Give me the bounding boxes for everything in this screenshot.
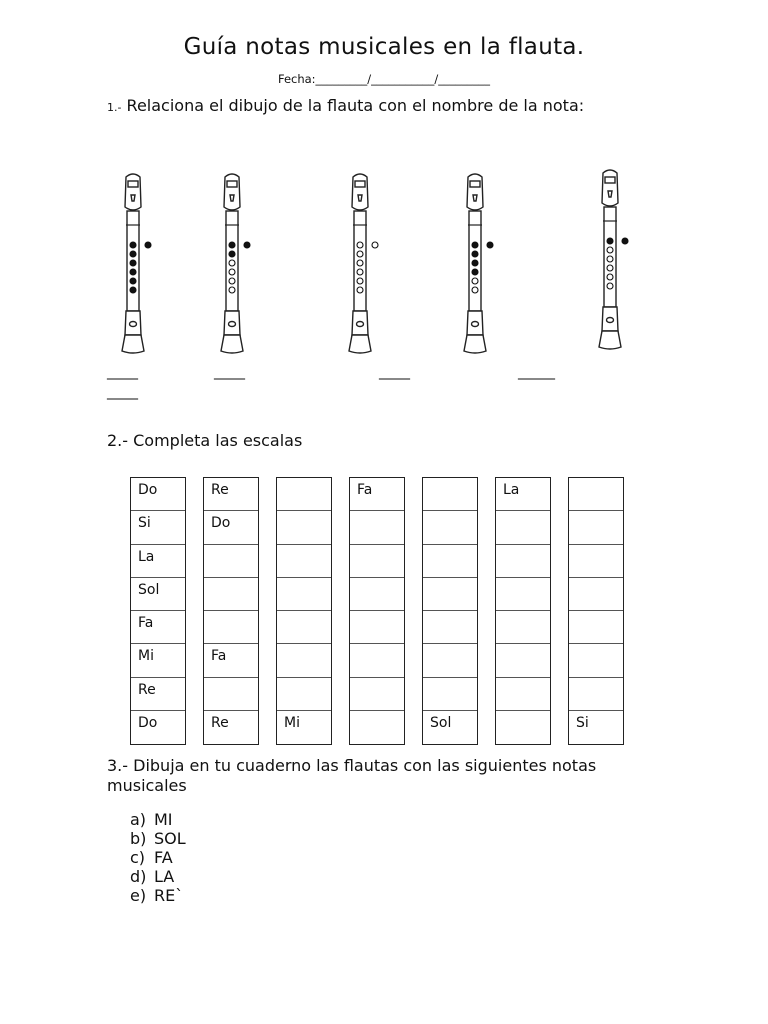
scale-cell xyxy=(277,678,331,711)
scale-cell: Si xyxy=(131,511,185,544)
flute-drawing-2 xyxy=(214,167,254,362)
scale-cell xyxy=(496,611,550,644)
list-item: b) SOL xyxy=(130,829,186,848)
scale-cell xyxy=(204,678,258,711)
question-1-number: 1.- xyxy=(107,101,122,114)
notes-list xyxy=(130,810,186,905)
scale-cell xyxy=(350,511,404,544)
scale-cell xyxy=(496,578,550,611)
scale-cell xyxy=(569,611,623,644)
scale-column-5 xyxy=(422,477,478,745)
scale-cell xyxy=(204,611,258,644)
scale-cell xyxy=(423,578,477,611)
answer-blank-2: _____ xyxy=(214,364,244,380)
scale-column-3 xyxy=(276,477,332,745)
list-item: c) FA xyxy=(130,848,173,867)
answer-blank-1: _____ xyxy=(107,364,137,380)
scale-cell: Fa xyxy=(204,644,258,677)
scale-cell: Sol xyxy=(430,715,452,732)
scale-cell: Fa xyxy=(350,478,404,511)
flute-drawing-3 xyxy=(332,167,392,362)
scale-cell xyxy=(423,644,477,677)
page-title: Guía notas musicales en la flauta. xyxy=(183,34,585,60)
scale-cell xyxy=(350,578,404,611)
scale-cell xyxy=(277,478,331,511)
flute-drawing-1 xyxy=(108,167,162,362)
scale-column-6 xyxy=(495,477,551,745)
answer-blank-3: _____ xyxy=(379,364,409,380)
scale-cell xyxy=(569,545,623,578)
answer-blank-5: _____ xyxy=(107,384,137,400)
scale-cell xyxy=(204,578,258,611)
scale-cell: Re xyxy=(204,478,258,511)
question-1-text: Relaciona el dibujo de la flauta con el nombre de la nota: xyxy=(121,96,585,115)
flute-drawing-4 xyxy=(452,167,502,362)
list-item: d) LA xyxy=(130,867,175,886)
scale-cell xyxy=(277,611,331,644)
scale-cell: Re xyxy=(211,715,229,732)
scale-cell xyxy=(277,545,331,578)
scale-cell xyxy=(496,545,550,578)
flute-drawing-5 xyxy=(582,163,642,358)
scale-column-2 xyxy=(203,477,259,745)
scale-cell: Si xyxy=(576,715,589,732)
scale-cell xyxy=(277,511,331,544)
scale-column-7 xyxy=(568,477,624,745)
question-3: 3.- Dibuja en tu cuaderno las flautas con las siguientes notas musicales xyxy=(107,756,597,795)
scale-cell: Fa xyxy=(131,611,185,644)
scale-cell xyxy=(350,611,404,644)
scale-cell xyxy=(277,578,331,611)
scale-cell xyxy=(569,678,623,711)
scale-cell: Sol xyxy=(131,578,185,611)
scale-cell xyxy=(350,711,404,744)
flute-images xyxy=(0,165,768,365)
scale-cell: Do xyxy=(131,478,185,511)
scale-cell xyxy=(204,545,258,578)
scale-cell: La xyxy=(131,545,185,578)
scale-cell xyxy=(350,644,404,677)
list-item: e) RE` xyxy=(130,886,184,905)
question-1 xyxy=(107,96,667,118)
scale-cell xyxy=(423,678,477,711)
scale-cell xyxy=(569,478,623,511)
scale-cell xyxy=(496,711,550,744)
scale-cell xyxy=(496,678,550,711)
scale-cell xyxy=(277,644,331,677)
scale-cell xyxy=(569,578,623,611)
scale-cell xyxy=(423,511,477,544)
scale-cell: Re xyxy=(131,678,185,711)
scale-cell xyxy=(423,478,477,511)
scale-cell xyxy=(496,644,550,677)
list-item: a) MI xyxy=(130,810,173,829)
scale-cell xyxy=(569,511,623,544)
scale-cell xyxy=(569,644,623,677)
question-2: 2.- Completa las escalas xyxy=(107,431,303,450)
scale-cell: La xyxy=(496,478,550,511)
scale-cell: Mi xyxy=(131,644,185,677)
answer-blank-4: ______ xyxy=(518,364,554,380)
scale-cell xyxy=(423,611,477,644)
scale-cell xyxy=(350,545,404,578)
scale-column-1 xyxy=(130,477,186,745)
scale-cell: Mi xyxy=(284,715,300,732)
scale-cell xyxy=(350,678,404,711)
scale-cell xyxy=(423,545,477,578)
scale-cell: Do xyxy=(204,511,258,544)
scale-cell xyxy=(496,511,550,544)
scale-column-4 xyxy=(349,477,405,745)
date-line: Fecha:_________/___________/_________ xyxy=(277,72,491,86)
scale-cell: Do xyxy=(138,715,158,732)
